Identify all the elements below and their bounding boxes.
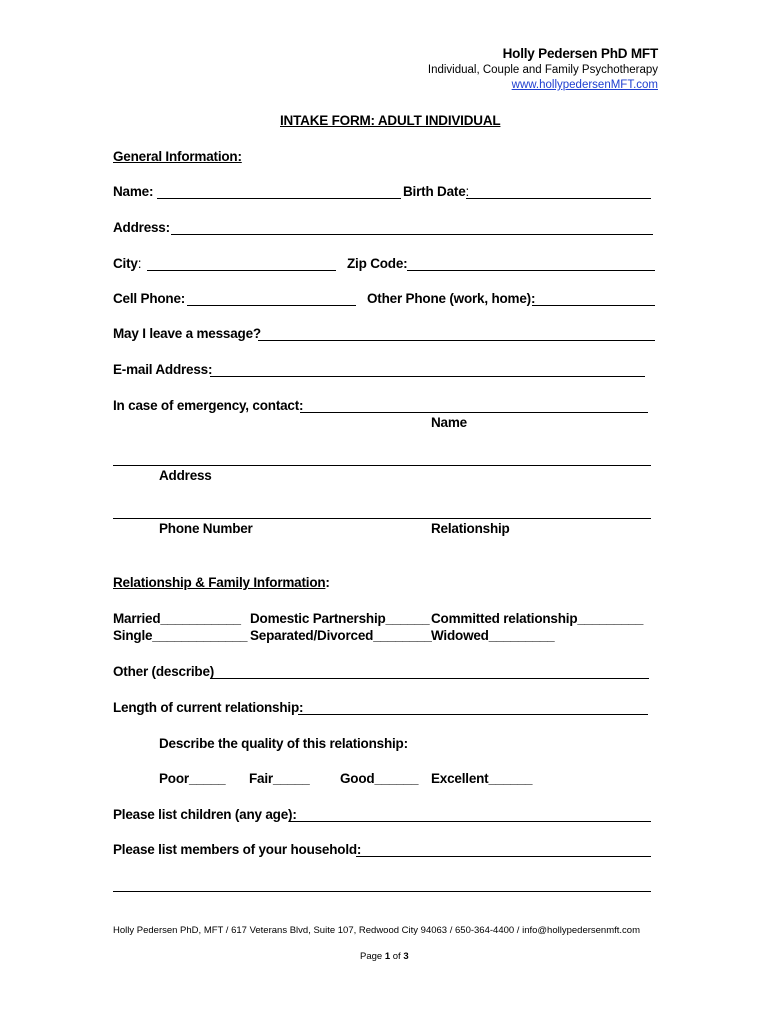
single-option[interactable]: Single_____________ <box>113 628 248 643</box>
emergency-relationship-caption: Relationship <box>431 521 510 536</box>
widowed-option[interactable]: Widowed_________ <box>431 628 555 643</box>
children-field[interactable] <box>289 821 651 822</box>
quality-fair-option[interactable]: Fair_____ <box>249 771 310 786</box>
page-prefix: Page <box>360 951 385 962</box>
cell-phone-field[interactable] <box>187 305 356 306</box>
address-field[interactable] <box>171 234 653 235</box>
email-field[interactable] <box>210 376 645 377</box>
page-of: of <box>390 951 404 962</box>
city-field[interactable] <box>147 270 336 271</box>
form-title: INTAKE FORM: ADULT INDIVIDUAL <box>280 113 501 128</box>
length-relationship-field[interactable] <box>298 714 648 715</box>
website-link[interactable]: www.hollypedersenMFT.com <box>511 79 658 91</box>
name-label: Name: <box>113 184 154 199</box>
birth-date-label: Birth Date <box>403 184 466 199</box>
general-info-heading: General Information: <box>113 149 242 164</box>
zip-field[interactable] <box>407 270 655 271</box>
address-label: Address: <box>113 220 170 235</box>
quality-excellent-option[interactable]: Excellent______ <box>431 771 533 786</box>
relationship-heading: Relationship & Family Information <box>113 575 326 590</box>
page-total: 3 <box>403 951 409 962</box>
household-label: Please list members of your household: <box>113 842 362 857</box>
separated-divorced-option[interactable]: Separated/Divorced________ <box>250 628 432 643</box>
birth-date-colon: : <box>465 184 470 199</box>
married-option[interactable]: Married___________ <box>113 611 241 626</box>
emergency-address-field[interactable] <box>113 465 651 466</box>
length-relationship-label: Length of current relationship: <box>113 700 304 715</box>
message-label: May I leave a message? <box>113 326 261 341</box>
emergency-phone-caption: Phone Number <box>159 521 253 536</box>
quality-good-option[interactable]: Good______ <box>340 771 419 786</box>
domestic-partnership-option[interactable]: Domestic Partnership______ <box>250 611 430 626</box>
other-phone-field[interactable] <box>532 305 655 306</box>
children-label: Please list children (any age): <box>113 807 297 822</box>
emergency-address-caption: Address <box>159 468 212 483</box>
emergency-name-field[interactable] <box>300 412 648 413</box>
emergency-label: In case of emergency, contact: <box>113 398 304 413</box>
quality-label: Describe the quality of this relationship: <box>159 736 408 751</box>
cell-phone-label: Cell Phone: <box>113 291 186 306</box>
relationship-heading-colon: : <box>325 575 330 590</box>
household-field[interactable] <box>356 856 651 857</box>
relationship-heading-wrap <box>113 575 330 590</box>
email-label: E-mail Address: <box>113 362 213 377</box>
message-field[interactable] <box>258 340 655 341</box>
zip-label: Zip Code: <box>347 256 408 271</box>
other-describe-field[interactable] <box>210 678 649 679</box>
name-field[interactable] <box>157 198 401 199</box>
birth-date-label-wrap <box>403 184 469 199</box>
household-field-line-2[interactable] <box>113 891 651 892</box>
birth-date-field[interactable] <box>466 198 651 199</box>
city-label-wrap <box>113 256 141 271</box>
city-label: City <box>113 256 138 271</box>
city-colon: : <box>137 256 142 271</box>
page-current: 1 <box>384 951 391 962</box>
footer-contact: Holly Pedersen PhD, MFT / 617 Veterans Blvd, Suite 107, Redwood City 94063 / 650-364-4400 / info@hollypedersenmft.com <box>113 925 640 936</box>
other-phone-label: Other Phone (work, home): <box>367 291 536 306</box>
emergency-name-caption: Name <box>431 415 467 430</box>
page-number <box>360 951 409 962</box>
quality-poor-option[interactable]: Poor_____ <box>159 771 226 786</box>
practitioner-name: Holly Pedersen PhD MFT <box>502 46 658 61</box>
practice-subtitle: Individual, Couple and Family Psychotherapy <box>427 64 658 76</box>
emergency-phone-relationship-field[interactable] <box>113 518 651 519</box>
committed-relationship-option[interactable]: Committed relationship_________ <box>431 611 644 626</box>
other-describe-label: Other (describe) <box>113 664 215 679</box>
